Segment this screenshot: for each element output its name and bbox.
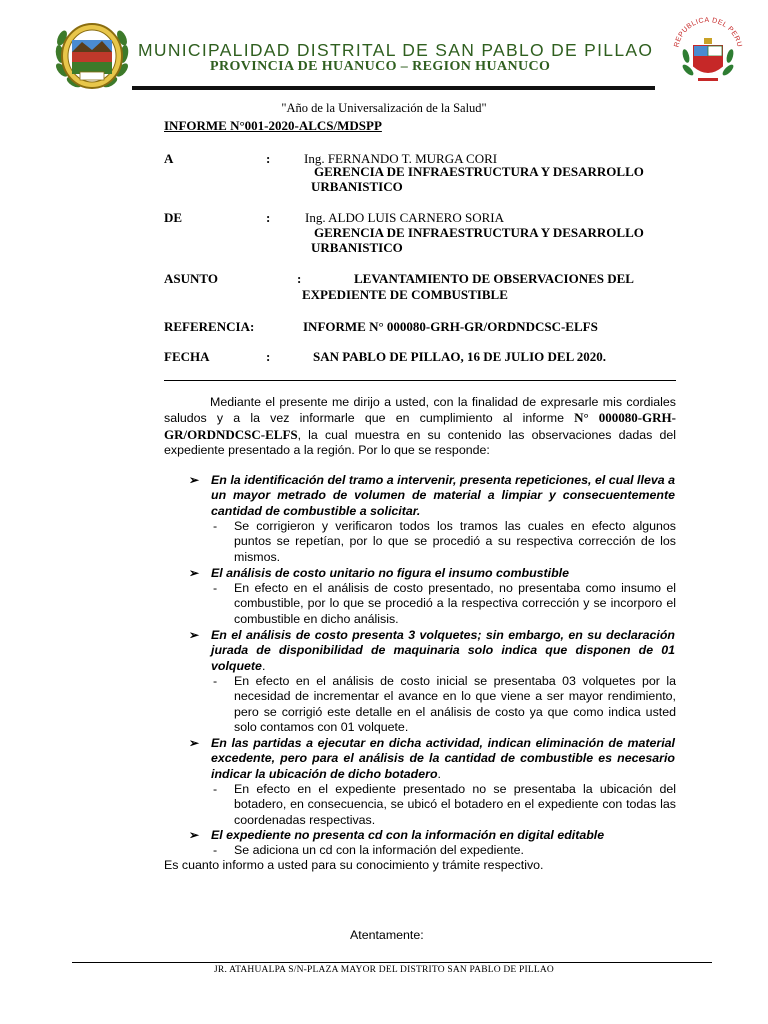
intro-text-after: , la cual muestra en su contenido las observaciones dadas del expediente presentado a la región. Por lo que se responde: — [164, 427, 676, 457]
to-colon: : — [266, 151, 271, 166]
heading-separator — [164, 380, 676, 381]
subject-label: ASUNTO — [164, 271, 218, 286]
header-divider — [132, 86, 655, 90]
response-3: En efecto en el análisis de costo inicial se presentaba 03 volquetes por la necesidad de incrementar el avance en lo que viene a ser mayor rendimiento, pero se corrigió este detalle en el análisis de costo ya que como indica usted solo contamos con 01 volquete. — [234, 674, 676, 734]
closing-sentence: Es cuanto informo a usted para su conocimiento y trámite respectivo. — [164, 858, 544, 872]
date-label: FECHA — [164, 349, 210, 364]
observation-4 — [211, 736, 675, 782]
bullet-arrow-icon: ➢ — [189, 473, 200, 487]
footer-address: JR. ATAHUALPA S/N-PLAZA MAYOR DEL DISTRITO SAN PABLO DE PILLAO — [214, 965, 554, 975]
from-label: DE — [164, 210, 183, 225]
seal-arc-text: REPUBLICA DEL PERU — [673, 16, 743, 48]
response-1: Se corrigieron y verificaron todos los tramos las cuales en efecto algunos puntos se repetían, por lo que se procedió a su respectiva corrección de los mismos. — [234, 519, 676, 564]
observation-3-tail: . — [261, 658, 266, 673]
intro-text-before: Mediante el presente me dirijo a usted, con la finalidad de expresarle mis cordiales saludos y a la vez informarle que en cumplimiento al informe — [164, 395, 676, 426]
dash-bullet-icon: - — [213, 782, 218, 796]
to-name: Ing. FERNANDO T. MURGA CORI — [304, 151, 498, 166]
bullet-arrow-icon: ➢ — [189, 828, 200, 842]
dash-bullet-icon: - — [213, 519, 218, 533]
from-office-line1: GERENCIA DE INFRAESTRUCTURA Y DESARROLLO — [314, 225, 644, 240]
to-office-line2: URBANISTICO — [311, 179, 403, 194]
date-value: SAN PABLO DE PILLAO, 16 DE JULIO DEL 2020. — [313, 349, 607, 364]
bullet-arrow-icon: ➢ — [189, 566, 200, 580]
subject-colon: : — [297, 271, 302, 286]
bullet-arrow-icon: ➢ — [189, 628, 200, 642]
bullet-arrow-icon: ➢ — [189, 736, 200, 750]
subject-line2: EXPEDIENTE DE COMBUSTIBLE — [302, 287, 508, 302]
response-5: Se adiciona un cd con la información del expediente. — [234, 843, 524, 857]
report-number: INFORME N°001-2020-ALCS/MDSPP — [164, 118, 382, 133]
dash-bullet-icon: - — [213, 581, 218, 595]
intro-paragraph — [164, 395, 676, 458]
municipality-name: MUNICIPALIDAD DISTRITAL DE SAN PABLO DE PILLAO — [138, 40, 654, 60]
from-name: Ing. ALDO LUIS CARNERO SORIA — [305, 210, 504, 225]
signoff: Atentamente: — [350, 928, 424, 942]
year-motto: "Año de la Universalización de la Salud" — [281, 101, 487, 115]
observation-3-text: En el análisis de costo presenta 3 volquetes; sin embargo, en su declaración jurada de disponibilidad de maquinaria solo indica que disponen de 01 volquete — [211, 628, 675, 673]
from-colon: : — [266, 210, 271, 225]
province-region-subtitle: PROVINCIA DE HUANUCO – REGION HUANUCO — [210, 59, 551, 74]
intro-reference-bold: N° 000080-GRH-GR/ORDNDCSC-ELFS — [164, 410, 676, 442]
observation-5: El expediente no presenta cd con la información en digital editable — [211, 828, 605, 842]
dash-bullet-icon: - — [213, 843, 218, 857]
from-office-line2: URBANISTICO — [311, 240, 403, 255]
dash-bullet-icon: - — [213, 674, 218, 688]
date-colon: : — [266, 349, 271, 364]
peru-national-seal-logo — [668, 12, 748, 86]
observation-4-tail: . — [437, 766, 441, 781]
reference-value: INFORME N° 000080-GRH-GR/ORDNDCSC-ELFS — [303, 319, 598, 334]
municipal-coat-of-arms-logo — [50, 12, 134, 96]
to-label: A — [164, 151, 174, 166]
observation-2: El análisis de costo unitario no figura el insumo combustible — [211, 566, 570, 580]
response-4: En efecto en el expediente presentado no se presentaba la ubicación del botadero, en consecuencia, se ubicó el botadero en el expediente con todas las coordenadas respectivas. — [234, 782, 676, 827]
response-2: En efecto en el análisis de costo presentado, no presentaba como insumo el combustible, por lo que se procedió a la respectiva corrección y se incorporo el combustible en dicho análisis. — [234, 581, 676, 626]
observation-4-text: En las partidas a ejecutar en dicha actividad, indican eliminación de material excedente, pero para el análisis de la cantidad de combustible es necesario indicar la ubicación de dicho botadero — [211, 736, 675, 781]
observation-3 — [211, 628, 675, 674]
subject-line1: LEVANTAMIENTO DE OBSERVACIONES DEL — [354, 271, 634, 286]
observation-1: En la identificación del tramo a intervenir, presenta repeticiones, el cual lleva a un mayor metrado de volumen de material a limpiar y consecuentemente cantidad de combustible a solicitar. — [211, 473, 675, 518]
to-office-line1: GERENCIA DE INFRAESTRUCTURA Y DESARROLLO — [314, 164, 644, 179]
reference-label: REFERENCIA: — [164, 319, 255, 334]
footer-divider — [72, 962, 712, 963]
